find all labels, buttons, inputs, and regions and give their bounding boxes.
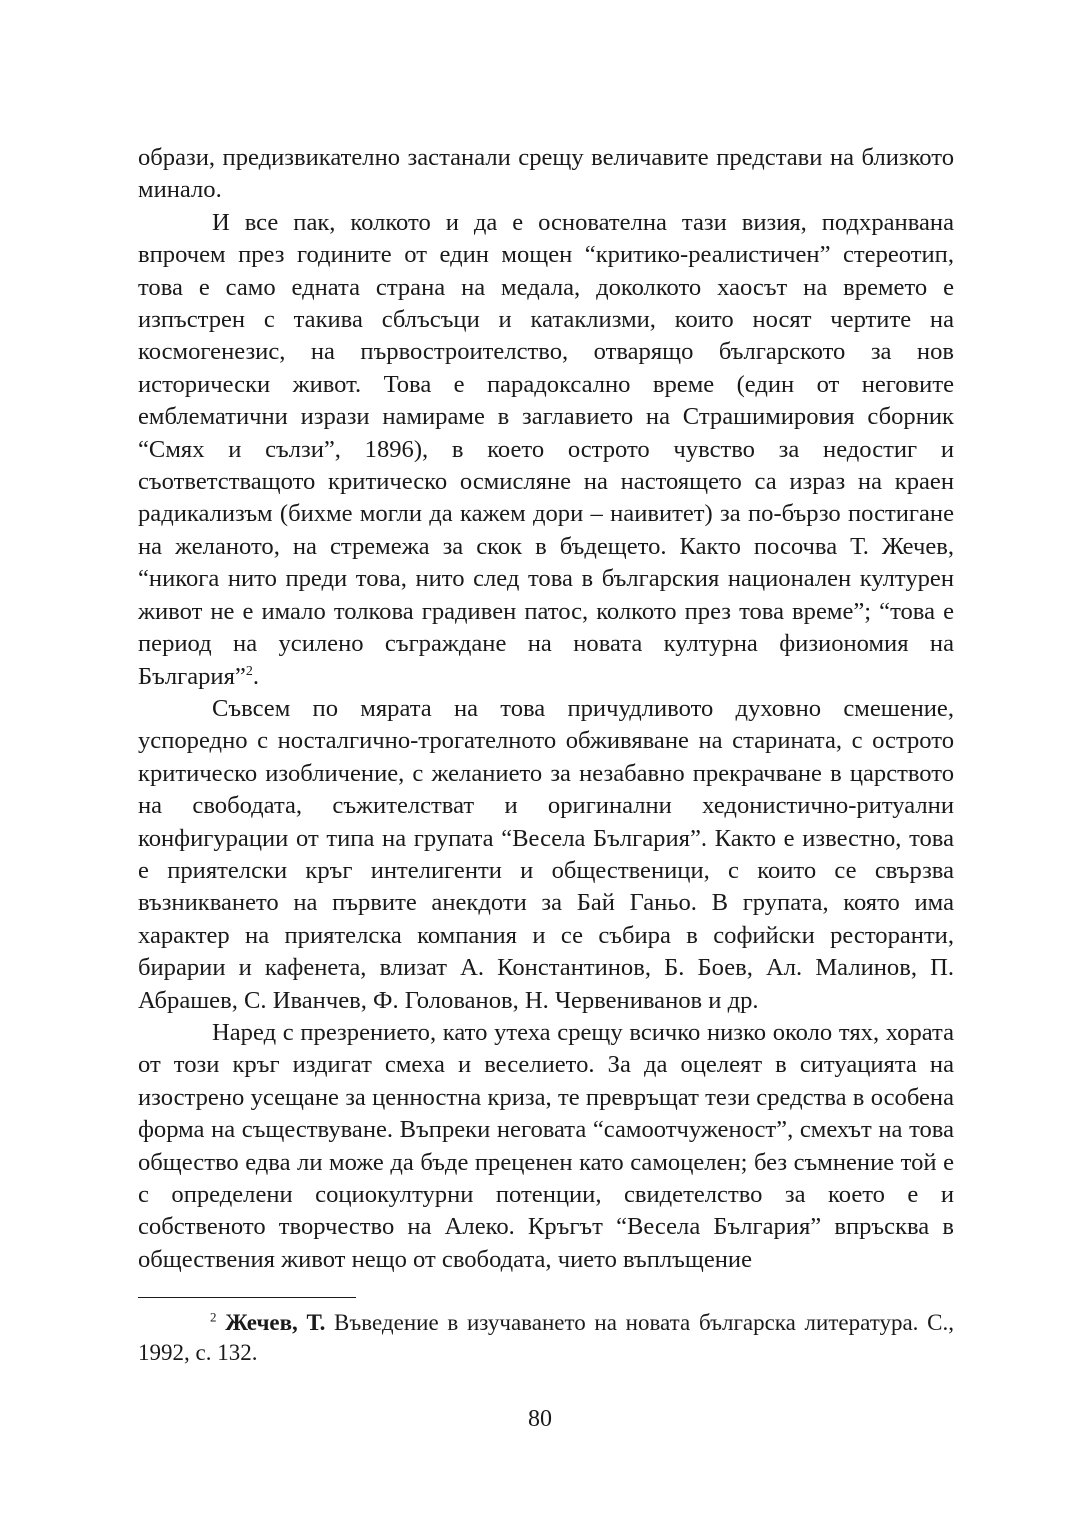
paragraph-2 (138, 207, 954, 693)
footnote-text: Въведение в изучаването на новата българска литература. С., 1992, с. 132. (138, 1310, 954, 1365)
footnote-number: 2 (210, 1309, 217, 1325)
paragraph-4 (138, 1017, 954, 1276)
paragraph-4-text: Наред с презрението, като утеха срещу всичко низко около тях, хората от този кръг издигат смеха и веселието. За да оцелеят в ситуацията на изострено усещане за ценностна криза, те превръщат тези средства в особена форма на съществуване. Въпреки неговата “самоотчуженост”, смехът на това общество едва ли може да бъде преценен като самоцелен; без съмнение той е с определени социокултурни потенции, свидетелство за което е и собственото творчество на Алеко. Кръгът “Весела България” впръсква в обществения живот нещо от свободата, чието въплъщение (138, 1018, 954, 1273)
paragraph-3-text: Съвсем по мярата на това причудливото духовно смешение, успоредно с носталгично-трогателното обживяване на старината, с острото критическо изобличение, с желанието за незабавно прекрачване в царството на свободата, съжителстват и оригинални хедонистично-ритуални конфигурации от типа на групата “Весела България”. Както е известно, това е приятелски кръг интелигенти и общественици, с които се свързва възникването на първите анекдоти за Бай Ганьо. В групата, която има характер на приятелска компания и се събира в софийски ресторанти, бирарии и кафенета, влизат А. Константинов, Б. Боев, Ал. Малинов, П. Абрашев, С. Иванчев, Ф. Голованов, Н. Червениванов и др. (138, 694, 954, 1014)
footnote-reference[interactable]: 2 (245, 663, 253, 679)
footnote-author: Жечев, Т. (225, 1310, 326, 1335)
paragraph-2-tail: . (252, 662, 259, 690)
paragraph-2-text: И все пак, колкото и да е основателна тази визия, подхранвана впрочем през годините от един мощен “критико-реалистичен” стереотип, това е само едната страна на медала, доколкото хаосът на времето е изпъстрен с такива сблъсъци и катаклизми, които носят чертите на космогенезис, на първостроителство, отварящо българското за нов исторически живот. Това е парадоксално време (един от неговите емблематични изрази намираме в заглавието на Страшимировия сборник “Смях и сълзи”, 1896), в което острото чувство за недостиг и съответстващото критическо осмисляне на настоящето са израз на краен радикализъм (бихме могли да кажем дори – наивитет) за по-бързо постигане на желаното, на стремежа за скок в бъдещето. Както посочва Т. Жечев, “никога нито преди това, нито след това в българския национален културен живот не е имало толкова градивен патос, колкото през това време”; “това е период на усилено съграждане на новата културна физиономия на България” (138, 208, 954, 690)
page-number: 80 (528, 1406, 552, 1432)
paragraph-3 (138, 693, 954, 1017)
paragraph-1-text: образи, предизвикателно застанали срещу величавите представи на близкото минало. (138, 144, 954, 204)
footnote (138, 1308, 954, 1368)
main-text (138, 142, 954, 1276)
paragraph-1 (138, 142, 954, 207)
footnote-divider (138, 1297, 356, 1298)
